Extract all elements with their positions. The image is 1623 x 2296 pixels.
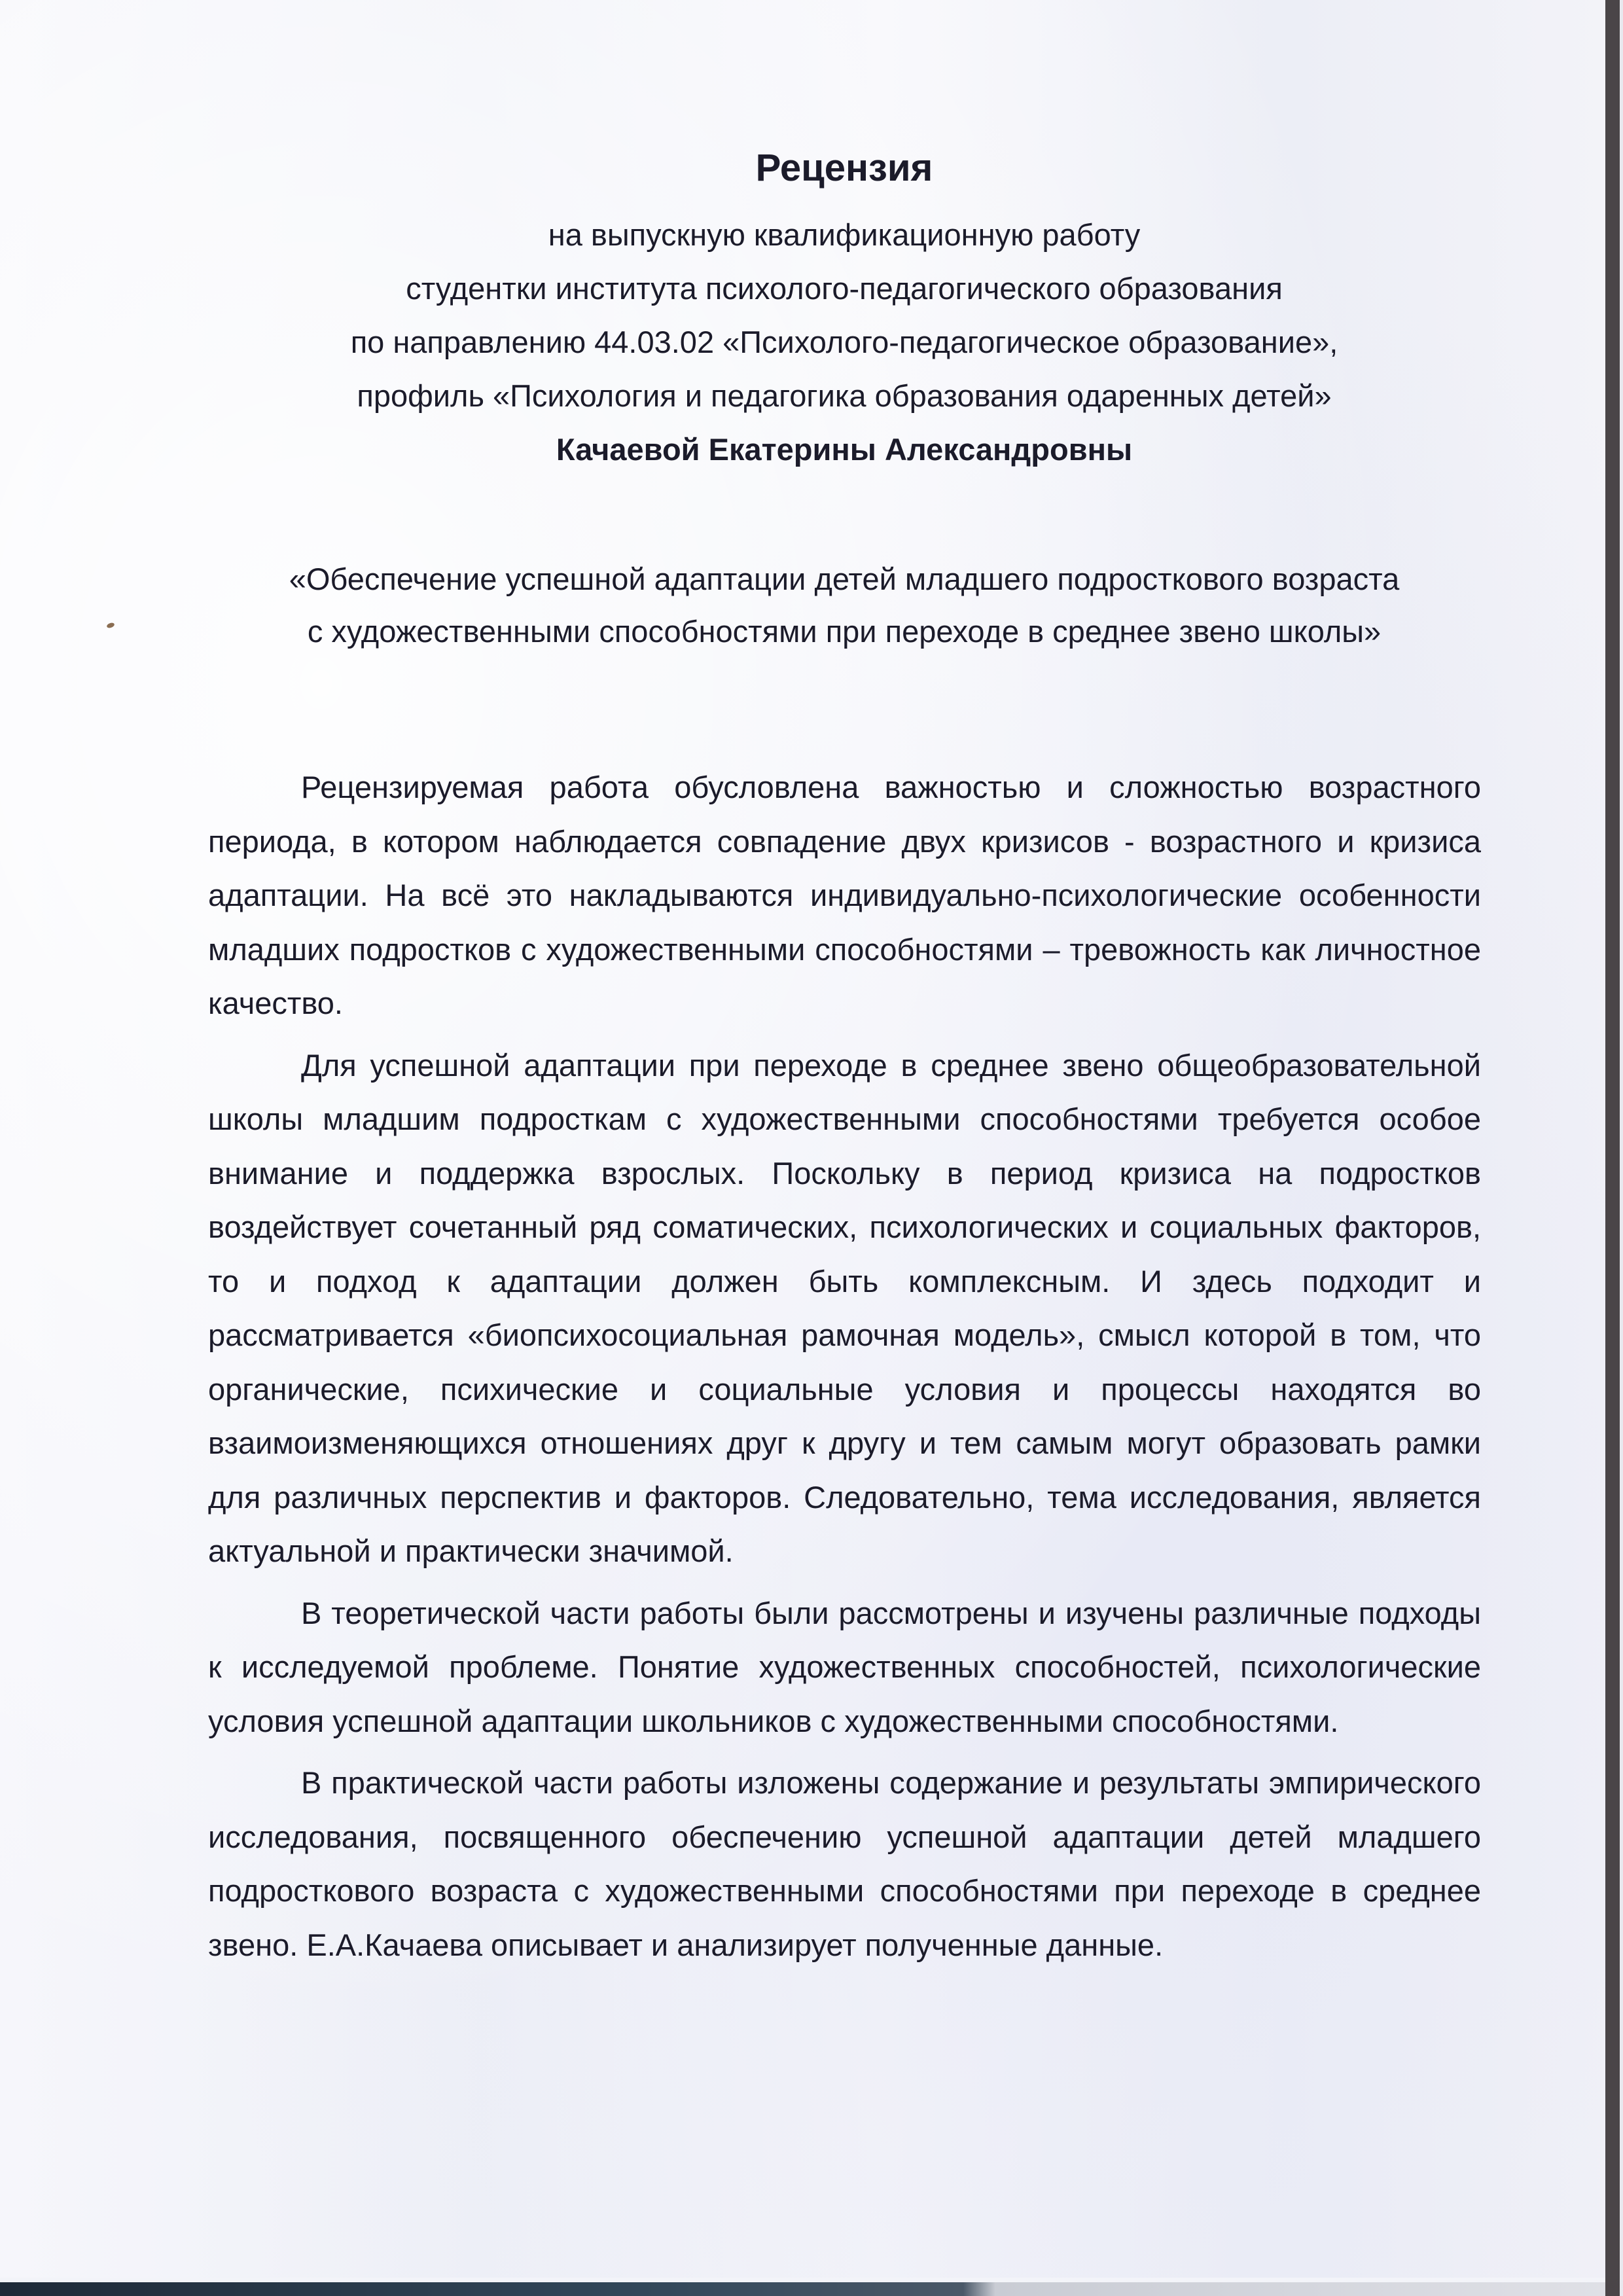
subtitle-line: на выпускную квалификационную работу — [548, 217, 1141, 252]
topic-line: «Обеспечение успешной адаптации детей младшего подросткового возраста — [289, 562, 1400, 596]
scanner-border-right — [1605, 0, 1620, 2296]
scan-speck — [106, 622, 115, 629]
document-header — [196, 145, 1492, 476]
subtitle-line: по направлению 44.03.02 «Психолого-педагогическое образование», — [350, 325, 1338, 359]
paragraph-relevance-model: Для успешной адаптации при переходе в среднее звено общеобразовательной школы младшим подросткам с художественными способностями требуется особое внимание и поддержка взрослых. Поскольку в период кризиса на подростков воздействует сочетанный ряд соматических, психологических и социальных факторов, то и подход к адаптации должен быть комплексным. И здесь подходит и рассматривается «биопсихосоциальная рамочная модель», смысл которой в том, что органические, психические и социальные условия и процессы находятся во взаимоизменяющихся отношениях друг к другу и тем самым могут образовать рамки для различных перспектив и факторов. Следовательно, тема исследования, является актуальной и практически значимой. — [208, 1047, 1481, 1568]
document-title: Рецензия — [755, 147, 933, 189]
review-body — [208, 761, 1481, 1972]
paragraph-theoretical-part: В теоретической части работы были рассмотрены и изучены различные подходы к исследуемой проблеме. Понятие художественных способностей, психологические условия успешной адаптации школьников с художественными способностями. — [208, 1595, 1481, 1738]
scanner-margin-right — [1620, 0, 1623, 2296]
topic-line: с художественными способностями при переходе в среднее звено школы» — [307, 614, 1382, 649]
paragraph-practical-part: В практической части работы изложены содержание и результаты эмпирического исследования, посвященного обеспечению успешной адаптации детей младшего подросткового возраста с художественными способностями при переходе в среднее звено. Е.А.Качаева описывает и анализирует полученные данные. — [208, 1765, 1481, 1962]
thesis-topic — [196, 553, 1492, 658]
scanner-border-bottom — [0, 2282, 1605, 2296]
subtitle-line: профиль «Психология и педагогика образования одаренных детей» — [357, 378, 1332, 413]
subtitle-line: студентки института психолого-педагогического образования — [406, 271, 1283, 306]
paragraph-relevance-intro: Рецензируемая работа обусловлена важностью и сложностью возрастного периода, в котором наблюдается совпадение двух кризисов - возрастного и кризиса адаптации. На всё это накладываются индивидуально-психологические особенности младших подростков с художественными способностями – тревожность как личностное качество. — [208, 770, 1481, 1020]
student-name: Качаевой Екатерины Александровны — [556, 432, 1133, 467]
